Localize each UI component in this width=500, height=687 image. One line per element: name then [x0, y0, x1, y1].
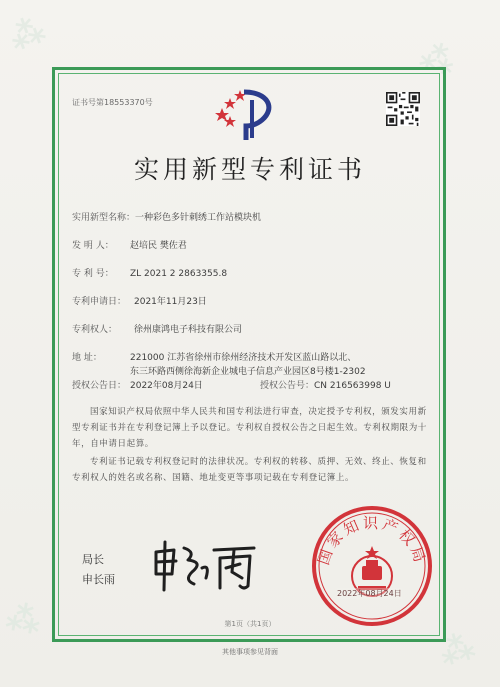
watermark-decoration: ⁂: [435, 625, 482, 675]
grant-date-value: 2022年08月24日: [130, 381, 203, 391]
patent-no-label: 专 利 号：: [72, 269, 114, 279]
grant-pub-no-value: CN 216563998 U: [314, 381, 391, 391]
patent-no-row: [72, 266, 227, 279]
page-number: 第1页（共1页）: [224, 620, 276, 628]
filing-date-value: 2021年11月23日: [134, 297, 207, 307]
utility-model-name-value: 一种彩色多针刺绣工作站模块机: [135, 213, 262, 223]
address-label: 地 址：: [72, 353, 102, 363]
patentee-label: 专利权人：: [72, 325, 118, 335]
patentee-value: 徐州康鸿电子科技有限公司: [134, 325, 243, 335]
signatory-name: 申长雨: [82, 573, 115, 586]
grant-pub-no-label: 授权公告号：: [260, 381, 315, 391]
address-line-1: 221000 江苏省徐州市徐州经济技术开发区蓝山路以北、: [130, 353, 357, 363]
utility-model-name-label: 实用新型名称：: [72, 213, 136, 223]
address-row: [72, 350, 356, 363]
utility-model-name-row: [72, 210, 261, 223]
grant-pub-no-row: [260, 378, 391, 391]
footer-note: 其他事项参见背面: [222, 648, 278, 656]
patentee-row: [72, 322, 242, 335]
cnipa-logo-icon: [212, 82, 282, 142]
inventors-row: [72, 238, 187, 251]
watermark-decoration: ⁂: [2, 597, 46, 643]
handwritten-signature: [150, 538, 260, 594]
certificate-body-paragraph-1: 国家知识产权局依照中华人民共和国专利法进行审查，决定授予专利权，颁发实用新型专利证书并在专利登记簿上予以登记。专利权自授权公告之日起生效。专利权期限为十年，自申请日起算。: [72, 407, 427, 449]
filing-date-label: 专利申请日：: [72, 297, 127, 307]
address-line-2: 东三环路西侧徐海新企业城电子信息产业园区8号楼1-2302: [130, 367, 366, 377]
official-seal: [306, 500, 438, 632]
seal-date: 2022年08月24日: [337, 589, 402, 598]
certificate-body-paragraph-2: 专利证书记载专利权登记时的法律状况。专利权的转移、质押、无效、终止、恢复和专利权人的姓名或名称、国籍、地址变更等事项记载在专利登记簿上。: [72, 457, 427, 483]
signatory-title: 局长: [82, 553, 104, 566]
patent-no-value: ZL 2021 2 2863355.8: [130, 269, 228, 279]
filing-date-row: [72, 294, 207, 307]
inventors-value: 赵培民 樊佐君: [130, 241, 187, 251]
inventors-label: 发 明 人：: [72, 241, 114, 251]
certificate-title: 实用新型专利证书: [133, 155, 366, 184]
svg-text:国家知识产权局: 国家知识产权局: [314, 514, 430, 568]
address-row-2: [130, 364, 366, 377]
watermark-decoration: ⁂: [4, 8, 53, 60]
grant-date-label: 授权公告日：: [72, 381, 127, 391]
watermark-decoration: ⁂: [415, 35, 462, 85]
grant-row: [72, 378, 203, 391]
certificate-number: 证书号第18553370号: [72, 98, 153, 107]
qr-code-icon: [386, 92, 420, 126]
